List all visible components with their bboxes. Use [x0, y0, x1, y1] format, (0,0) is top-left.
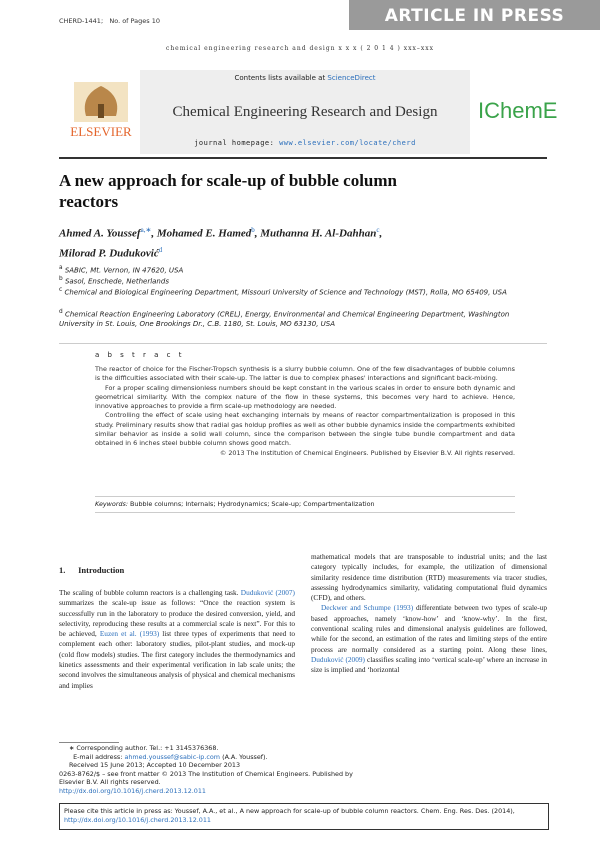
abstract-heading: a b s t r a c t	[95, 351, 185, 359]
ichem-logo	[478, 98, 557, 124]
citation-doi-link[interactable]: http://dx.doi.org/10.1016/j.cherd.2013.12.011	[64, 816, 211, 824]
author-sup[interactable]: b	[251, 226, 255, 234]
body-paragraph	[311, 603, 547, 675]
journal-title: Chemical Engineering Research and Design	[172, 104, 438, 120]
affiliation: $^a$ SABIC, Mt. Vernon, IN 47620, USA	[59, 265, 184, 275]
doi-link[interactable]: http://dx.doi.org/10.1016/j.cherd.2013.12.011	[59, 786, 206, 795]
keywords-rule-bottom	[95, 512, 515, 513]
corresponding-author: ∗ Corresponding author. Tel.: +1 3145376368.	[69, 744, 219, 752]
body-text: list three types of experiments that need to complement each other: laboratory studies, pilot-plant studies, and mock-up (cold flow models) studies. The first category includes the thermodynamics and kinetics assessments and their experimental verification in lab scale units; the second involves the simultaneous analysis of physical and chemical mechanisms and implies	[59, 629, 296, 690]
contents-line	[140, 74, 470, 82]
ichem-logo-e: E	[542, 98, 558, 123]
homepage-prefix: journal homepage:	[194, 139, 280, 147]
journal-homepage	[140, 139, 470, 147]
affiliation: $^b$ Sasol, Enschede, Netherlands	[59, 276, 169, 286]
citation-link[interactable]: Euzen et al. (1993)	[99, 629, 160, 639]
affiliation: $^d$ Chemical Reaction Engineering Laboratory (CREL), Energy, Environmental and Chemical Engineering Department, Washington University in St. Louis, One Brookings Dr., C.B. 1180, St. Louis, MO 63130, USA	[59, 309, 510, 329]
issn-line: 0263-8762/$ – see front matter © 2013 The Institution of Chemical Engineers. Published by Elsevier B.V. All rights reserved.	[59, 769, 353, 787]
citation-text	[64, 807, 544, 825]
pages-label: No. of Pages 10	[109, 17, 160, 25]
elsevier-wordmark: ELSEVIER	[70, 124, 132, 139]
body-column-left	[59, 588, 295, 691]
section-title: Introduction	[78, 565, 125, 575]
author-name: Mohamed E. Hamed	[156, 227, 252, 240]
citation-link[interactable]: Duduković (2009)	[311, 654, 365, 664]
running-head: chemical engineering research and design x x x ( 2 0 1 4 ) xxx–xxx	[165, 45, 435, 52]
footnote-rule	[59, 742, 119, 743]
manuscript-ref	[59, 17, 160, 25]
abstract-paragraph: The reactor of choice for the Fischer-Tropsch synthesis is a slurry bubble column. One of the few disadvantages of bubble columns is the difficulties associated with their scale-up. The latter is due to complex phases' interactions and significant back-mixing.	[95, 365, 515, 383]
author-sup[interactable]: c	[376, 226, 380, 234]
copyright-line: © 2013 The Institution of Chemical Engineers. Published by Elsevier B.V. All rights reserved.	[219, 448, 515, 457]
elsevier-logo	[62, 80, 140, 140]
abstract-paragraph: Controlling the effect of scale using heat exchanging internals by means of reactor compartmentalization is proposed in this study. Preliminary results show that radial gas holdup profiles as well as other bubble dynamics inside the compartments exhibited similar behavior as inside a solid wall column, since the comparison between the single tube bundle compartment and data obtained in 6 inches steel bubble column shows good match.	[95, 411, 515, 448]
author-name: Muthanna H. Al-Dahhan	[260, 227, 377, 240]
abstract-body	[95, 365, 515, 458]
keywords	[95, 500, 515, 508]
ichem-logo-text: IChem	[478, 98, 543, 123]
keywords-rule	[95, 496, 515, 497]
keywords-label: Keywords:	[95, 500, 128, 508]
author-name: Milorad P. Duduković	[59, 247, 159, 260]
section-number: 1.	[59, 565, 66, 575]
citation-link[interactable]: Duduković (2007)	[240, 588, 295, 597]
citation-sentence: Please cite this article in press as: Youssef, A.A., et al., A new approach for scale-up of bubble column reactors. Chem. Eng. Res. Des. (2014),	[64, 807, 515, 815]
section-heading	[59, 565, 124, 575]
email-link[interactable]: ahmed.youssef@sabic-ip.com	[124, 752, 221, 761]
author-sup[interactable]: a,∗	[140, 226, 152, 234]
header-rule	[59, 157, 547, 159]
received-line: Received 15 June 2013; Accepted 10 December 2013	[69, 761, 241, 770]
sciencedirect-link[interactable]: ScienceDirect	[327, 74, 376, 82]
body-column-right	[311, 552, 547, 676]
author-sup[interactable]: d	[158, 245, 163, 254]
article-in-press-label: ARTICLE IN PRESS	[384, 6, 565, 26]
email-line: E-mail address: ahmed.youssef@sabic-ip.com (A.A. Youssef).	[73, 752, 268, 761]
affiliation: $^c$ Chemical and Biological Engineering Department, Missouri University of Science and Technology (MST), Rolla, MO 65409, USA	[59, 287, 507, 297]
body-text: The scaling of bubble column reactors is a challenging task.	[59, 588, 241, 597]
footnotes	[59, 744, 359, 796]
body-text: summarizes the scale-up issue as follows: “Once the reaction system is successfully run in the laboratory to produce the desired conversion, yield, and selectivity, reproducing these results at a commercial scale is next”. For this to be achieved,	[59, 598, 295, 639]
author-list: Ahmed A. Youssef$^{a,∗}$, Mohamed E. Hamed$^b$, Muthanna H. Al-Dahhan$^c$, Milorad P. Duduković$^d$	[59, 226, 383, 260]
homepage-link[interactable]: www.elsevier.com/locate/cherd	[279, 139, 416, 147]
article-title: A new approach for scale-up of bubble column reactors	[59, 171, 397, 211]
body-text: classifies scaling into ‘vertical scale-up’ where an increase in size is implied and ‘horizontal	[311, 654, 547, 675]
abstract-paragraph: For a proper scaling dimensionless numbers should be kept constant in the various scales in order to ensure both dynamic and geometrical similarity. With the complex nature of the flow in these systems, this becomes very hard to achieve. Hence, innovative approaches to provide a firm scale-up methodology are needed.	[95, 383, 515, 411]
contents-prefix: Contents lists available at	[234, 74, 328, 82]
ref-label: CHERD-1441;	[59, 17, 104, 25]
keywords-list: Bubble columns; Internals; Hydrodynamics; Scale-up; Compartmentalization	[130, 500, 375, 508]
author-name: Ahmed A. Youssef	[59, 227, 141, 240]
citation-link[interactable]: Deckwer and Schumpe (1993)	[321, 603, 414, 613]
body-text: differentiate between two types of scale-up based approaches, namely ‘know-how’ and ‘know-why’. In the first, conventional scaling rules and dimensional analysis guidelines are followed, while for the second, an estimation of the rates and limiting steps of the entire process are normally considered as a starting point. Along these lines,	[311, 603, 548, 654]
abstract-rule	[59, 343, 547, 344]
body-paragraph: mathematical models that are transposable to industrial units; and the last category typically includes, for example, the utilization of dimensional similarity residence time distribution (RTD) measurements via tracer studies, assessing hydrodynamics similarity, validating computational fluid dynamics (CFD), and others.	[311, 552, 547, 603]
